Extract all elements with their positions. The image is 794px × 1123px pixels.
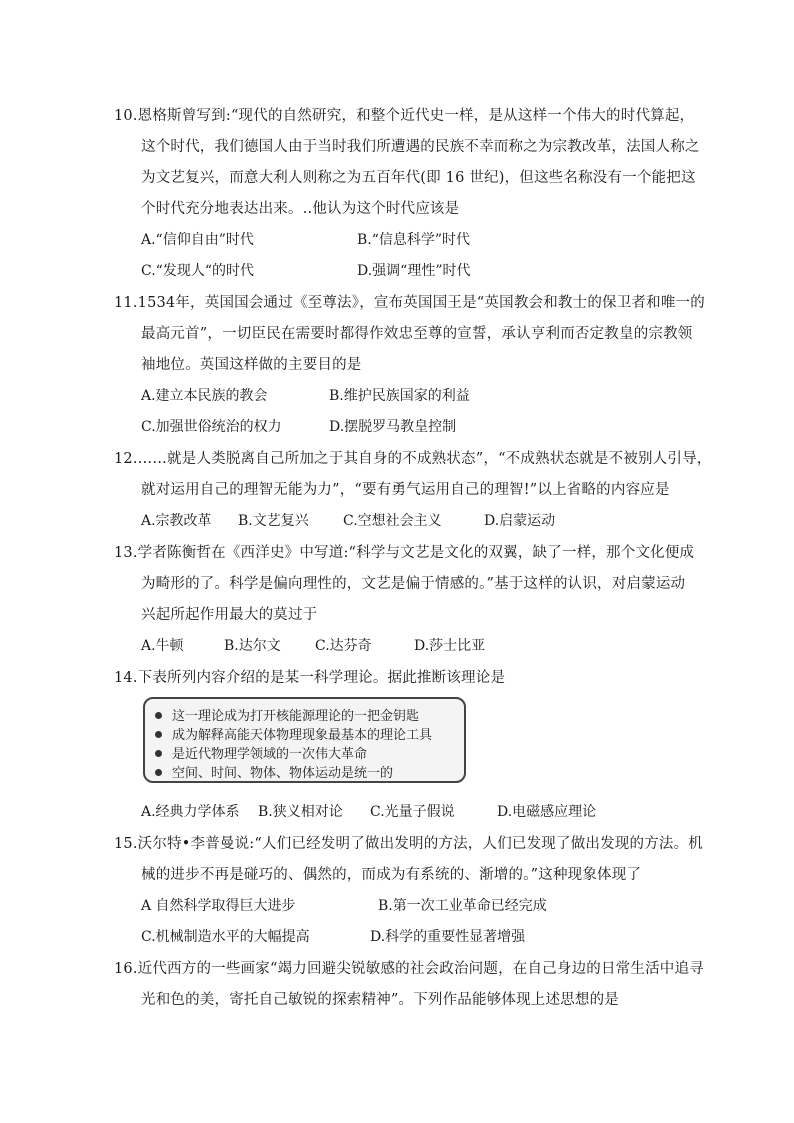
q12-option-c: C.空想社会主义 [343,513,442,529]
theory-item [155,762,393,781]
q14-option-b: B.狭义相对论 [258,804,343,820]
q15-stem-line-1: 15.沃尔特•李普曼说:“人们已经发明了做出发明的方法，人们已发现了做出发现的方法。机 [114,836,704,852]
q10-stem-line-2: 这个时代，我们德国人由于当时我们所遭遇的民族不幸而称之为宗教改革，法国人称之 [141,139,700,155]
theory-item-text: 空间、时间、物体、物体运动是统一的 [172,766,394,781]
bullet-icon [155,712,162,719]
theory-item-text: 成为解释高能天体物理现象最基本的理论工具 [172,728,433,743]
theory-item [155,705,419,724]
q11-option-c: C.加强世俗统治的权力 [141,419,282,435]
q15-option-c: C.机械制造水平的大幅提高 [141,929,310,945]
q16-stem-line-1: 16.近代西方的一些画家“竭力回避尖锐敏感的社会政治问题，在自己身边的日常生活中追寻 [114,961,704,977]
theory-item-text: 是近代物理学领域的一次伟大革命 [172,747,368,762]
q13-option-a: A.牛顿 [141,638,184,654]
q10-option-c: C.“发现人“的时代 [141,263,254,279]
q13-option-b: B.达尔文 [224,638,281,654]
q11-option-a: A.建立本民族的教会 [141,388,268,404]
q15-option-a: A 自然科学取得巨大进步 [141,898,296,914]
q14-option-d: D.电磁感应理论 [497,804,597,820]
q16-stem-line-2: 光和色的美，寄托自己敏锐的探索精神”。下列作品能够体现上述思想的是 [141,992,620,1008]
q10-stem-line-3: 为文艺复兴，而意大利人则称之为五百年代(即 16 世纪)，但这些名称没有一个能把这 [141,170,696,186]
bullet-icon [155,769,162,776]
theory-item-text: 这一理论成为打开核能源理论的一把金钥匙 [172,709,420,724]
theory-info-box [143,697,466,783]
theory-item [155,724,432,743]
q15-option-b: B.第一次工业革命已经完成 [378,898,547,914]
q13-option-d: D.莎士比亚 [414,638,486,654]
q10-stem-line-4: 个时代充分地表达出来。..他认为这个时代应该是 [141,201,460,217]
q13-stem-line-3: 兴起所起作用最大的莫过于 [141,607,318,623]
q12-option-b: B.文艺复兴 [238,513,309,529]
q13-stem-line-1: 13.学者陈衡哲在《西洋史》中写道:“科学与文艺是文化的双翼，缺了一样，那个文化便成 [114,545,695,561]
q11-stem-line-2: 最高元首”，一切臣民在需要时都得作效忠至尊的宣誓，承认亨利而否定教皇的宗教领 [141,326,693,342]
q14-option-a: A.经典力学体系 [141,804,240,820]
q11-stem-line-3: 袖地位。英国这样做的主要目的是 [141,357,362,373]
q13-option-c: C.达芬奇 [315,638,372,654]
q14-stem-line-1: 14.下表所列内容介绍的是某一科学理论。据此推断该理论是 [114,670,506,686]
q10-stem-line-1: 10.恩格斯曾写到:“现代的自然研究，和整个近代史一样，是从这样一个伟大的时代算起， [114,108,695,124]
q15-option-d: D.科学的重要性显著增强 [370,929,526,945]
q11-option-b: B.维护民族国家的利益 [329,388,470,404]
q15-stem-line-2: 械的进步不再是碰巧的、偶然的，而成为有系统的、渐增的。”这种现象体现了 [141,867,642,883]
bullet-icon [155,750,162,757]
q10-option-d: D.强调“理性”时代 [357,263,471,279]
q12-option-d: D.启蒙运动 [484,513,556,529]
q14-option-c: C.光量子假说 [370,804,455,820]
q10-option-a: A.“信仰自由”时代 [141,232,254,248]
q11-stem-line-1: 11.1534年，英国国会通过《至尊法》，宣布英国国王是“英国教会和教士的保卫者和唯一的 [114,295,705,311]
q12-stem-line-2: 就对运用自己的理智无能为力”，“要有勇气运用自己的理智!”以上省略的内容应是 [141,482,670,498]
q13-stem-line-2: 为畸形的了。科学是偏向理性的，文艺是偏于情感的。”基于这样的认识，对启蒙运动 [141,576,686,592]
q12-option-a: A.宗教改革 [141,513,212,529]
q10-option-b: B.“信息科学”时代 [357,232,471,248]
q12-stem-line-1: 12.……就是人类脱离自己所加之于其自身的不成熟状态”，“不成熟状态就是不被别人引导， [114,451,712,467]
bullet-icon [155,731,162,738]
theory-item [155,743,367,762]
q11-option-d: D.摆脱罗马教皇控制 [329,419,457,435]
